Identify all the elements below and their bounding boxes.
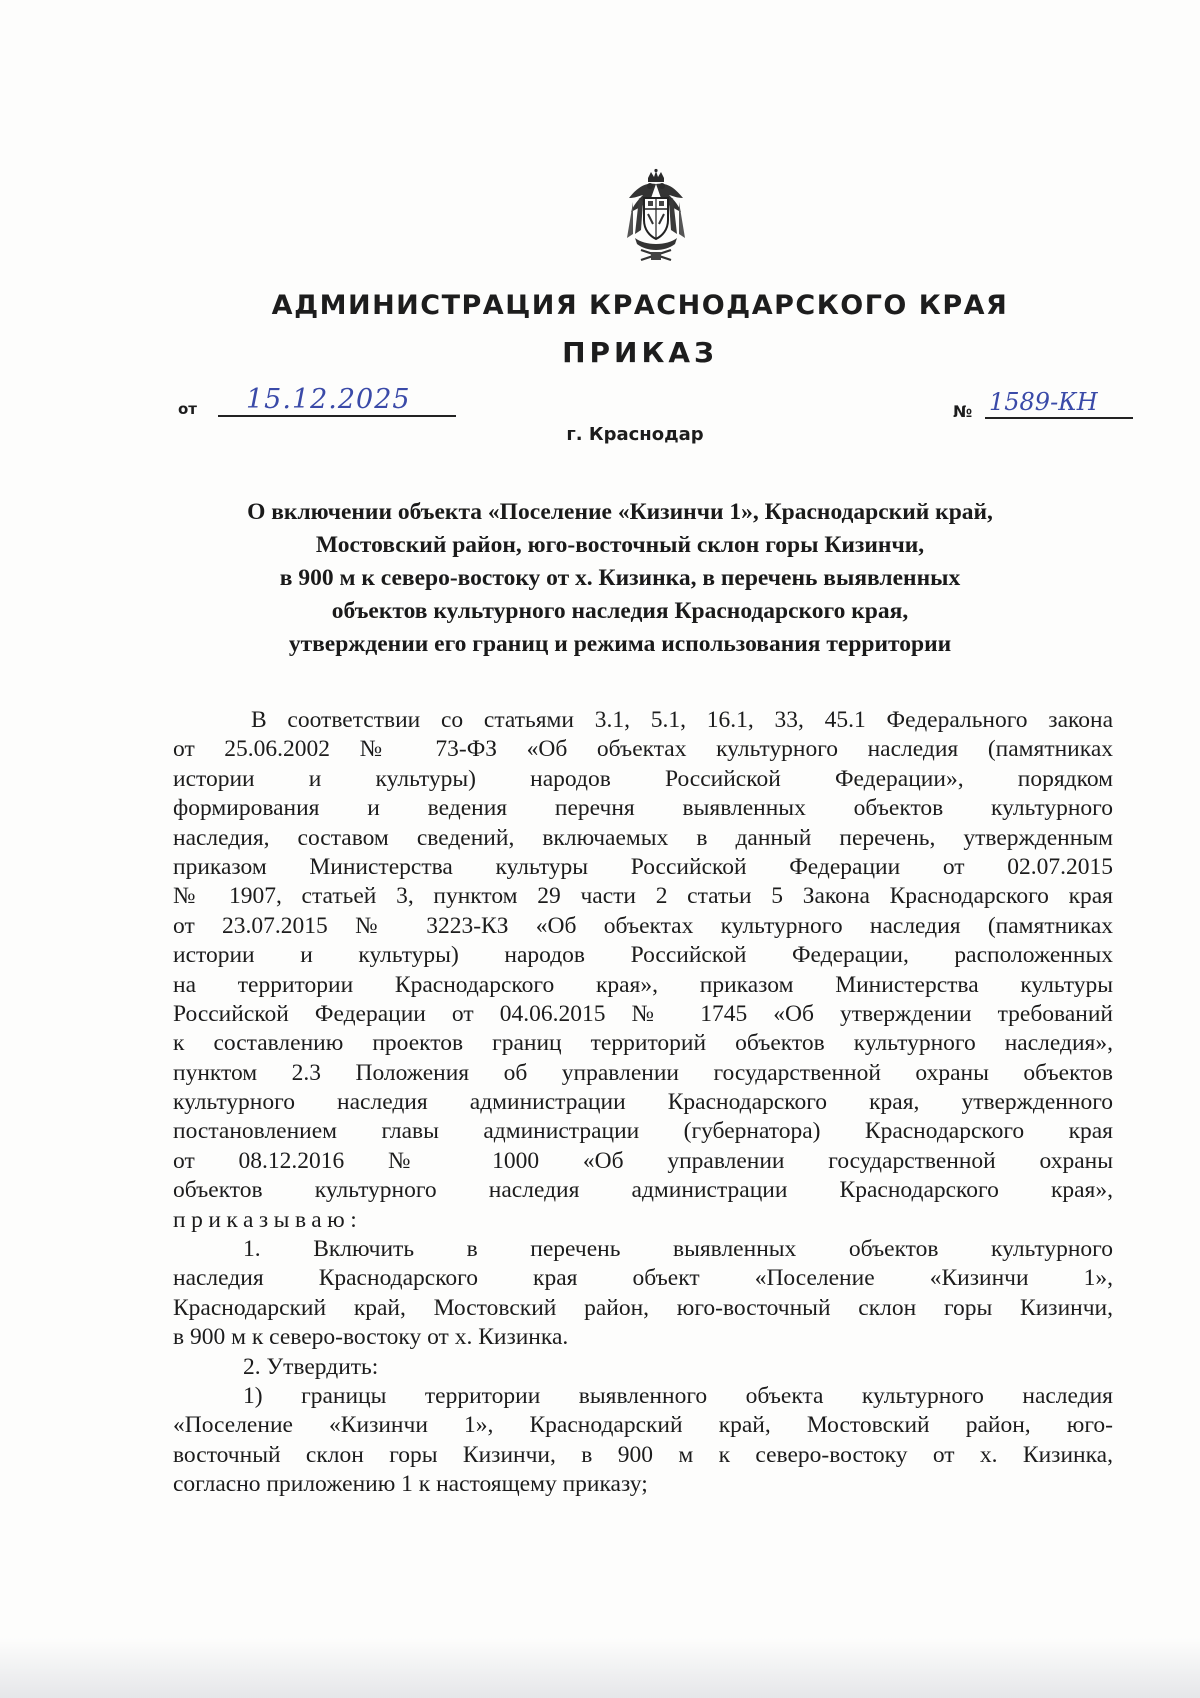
body-line: пунктом 2.3 Положения об управлении государственной охраны объектов: [173, 1059, 1113, 1086]
number-label: №: [953, 402, 973, 421]
date-value: 15.12.2025: [218, 383, 456, 417]
body-line: от 08.12.2016 № 1000 «Об управлении государственной охраны: [173, 1147, 1113, 1174]
title-line: О включении объекта «Поселение «Кизинчи 1», Краснодарский край,: [247, 499, 993, 525]
title-line: Мостовский район, юго-восточный склон горы Кизинчи,: [315, 532, 925, 558]
body-line: «Поселение «Кизинчи 1», Краснодарский край, Мостовский район, юго-: [173, 1412, 1113, 1439]
body-line: постановлением главы администрации (губернатора) Краснодарского края: [173, 1118, 1113, 1145]
organization-name: АДМИНИСТРАЦИЯ КРАСНОДАРСКОГО КРАЯ: [271, 290, 1009, 321]
number-value: 1589-КН: [985, 385, 1133, 419]
coat-of-arms-emblem: [617, 168, 695, 266]
body-line: к составлению проектов границ территорий объектов культурного наследия»,: [173, 1030, 1113, 1057]
body-line: № 1907, статьей 3, пунктом 29 части 2 статьи 5 Закона Краснодарского края: [173, 883, 1113, 910]
body-line: в 900 м к северо-востоку от х. Кизинка.: [173, 1324, 569, 1351]
body-line: восточный склон горы Кизинчи, в 900 м к северо-востоку от х. Кизинка,: [173, 1441, 1113, 1468]
title-line: объектов культурного наследия Краснодарского края,: [331, 598, 909, 624]
body-line: согласно приложению 1 к настоящему приказу;: [173, 1471, 648, 1498]
document-type: ПРИКАЗ: [562, 336, 718, 369]
title-line: утверждении его границ и режима использования территории: [288, 631, 952, 657]
body-line: истории и культуры) народов Российской Федерации, расположенных: [173, 942, 1113, 969]
body-line: наследия, составом сведений, включаемых в данный перечень, утвержденным: [173, 824, 1113, 851]
body-line: формирования и ведения перечня выявленных объектов культурного: [173, 795, 1113, 822]
body-line: от 23.07.2015 № 3223-КЗ «Об объектах культурного наследия (памятниках: [173, 912, 1113, 939]
body-line: наследия Краснодарского края объект «Поселение «Кизинчи 1»,: [173, 1265, 1113, 1292]
date-label: от: [178, 400, 197, 418]
body-line: 1) границы территории выявленного объекта культурного наследия: [243, 1382, 1113, 1409]
title-line: в 900 м к северо-востоку от х. Кизинка, в перечень выявленных: [279, 565, 961, 591]
body-line: от 25.06.2002 № 73-ФЗ «Об объектах культурного наследия (памятниках: [173, 736, 1113, 763]
body-line: истории и культуры) народов Российской Федерации», порядком: [173, 765, 1113, 792]
body-line: культурного наследия администрации Краснодарского края, утвержденного: [173, 1089, 1113, 1116]
scan-edge-shadow: [0, 1638, 1200, 1698]
body-line: 1. Включить в перечень выявленных объектов культурного: [243, 1236, 1113, 1263]
city-label: г. Краснодар: [566, 424, 704, 445]
body-line: В соответствии со статьями 3.1, 5.1, 16.1, 33, 45.1 Федерального закона: [251, 707, 1113, 733]
body-line: Краснодарский край, Мостовский район, юго-восточный склон горы Кизинчи,: [173, 1294, 1113, 1321]
body-line: 2. Утвердить:: [243, 1353, 379, 1380]
body-line: приказом Министерства культуры Российской Федерации от 02.07.2015: [173, 853, 1113, 880]
document-body: [173, 706, 1113, 1500]
body-line: объектов культурного наследия администрации Краснодарского края»,: [173, 1177, 1113, 1204]
body-line: на территории Краснодарского края», приказом Министерства культуры: [173, 971, 1113, 998]
body-line: приказываю:: [173, 1206, 363, 1233]
body-line: Российской Федерации от 04.06.2015 № 1745 «Об утверждении требований: [173, 1000, 1113, 1027]
document-title: [150, 496, 1090, 661]
